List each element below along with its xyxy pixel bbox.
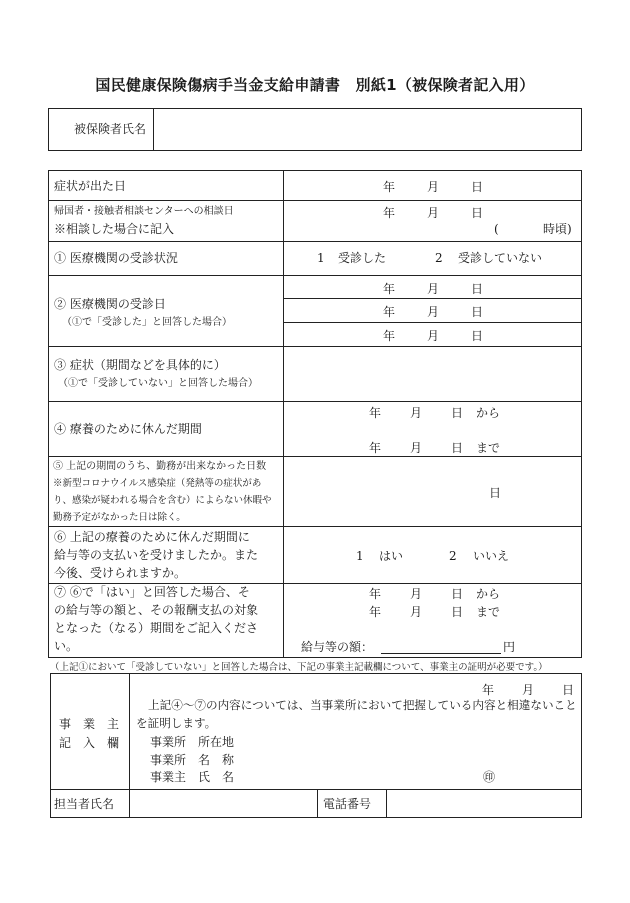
employer-certification-line2: を証明します。 xyxy=(136,716,217,730)
q2-date-field-3[interactable]: 年 月 日 xyxy=(383,329,484,343)
q2-note: （①で「受診した」と回答した場合） xyxy=(62,317,232,328)
seal-mark[interactable]: ㊞ xyxy=(483,770,496,784)
insured-name-label: 被保険者氏名 xyxy=(74,122,147,136)
q7-from-date-field[interactable]: 年 月 日 から xyxy=(369,587,501,601)
q3-symptoms-field[interactable] xyxy=(285,348,580,399)
q7-label-line4: い。 xyxy=(54,639,79,653)
consult-note: ※相談した場合に記入 xyxy=(54,222,175,236)
employer-requirement-note: （上記①において「受診していない」と回答した場合は、下記の事業主記載欄について、事業主の証明が必要です。） xyxy=(50,662,548,673)
q5-note-line2: り、感染が疑われる場合を含む）によらない休暇や xyxy=(53,495,272,506)
q6-label-line1: ⑥ 上記の療養のために休んだ期間に xyxy=(54,530,250,544)
onset-date-field[interactable]: 年 月 日 xyxy=(383,180,484,194)
q7-amount-field[interactable] xyxy=(381,653,501,654)
q3-note: （①で「受診していない」と回答した場合） xyxy=(58,378,258,389)
q5-note-line1: ※新型コロナウイルス感染症（発熱等の症状があ xyxy=(53,478,262,489)
employer-name-label: 事業所 名 称 xyxy=(150,753,235,767)
consult-time-open: ( xyxy=(494,222,499,236)
contact-person-field[interactable] xyxy=(131,791,315,816)
onset-label: 症状が出た日 xyxy=(54,179,127,193)
q6-option-1-num: 1 xyxy=(356,549,364,563)
employer-address-label: 事業所 所在地 xyxy=(150,735,235,749)
q7-label-line1: ⑦ ⑥で「はい」と回答した場合、そ xyxy=(54,585,250,599)
q1-option-not-visited[interactable]: 受診していない xyxy=(458,251,543,265)
q7-label-line2: の給与等の額と、その報酬支払の対象 xyxy=(54,603,259,617)
q1-label: ① 医療機関の受診状況 xyxy=(54,251,178,265)
consult-time-field[interactable]: 時頃) xyxy=(543,222,572,236)
q4-to-date-field[interactable]: 年 月 日 まで xyxy=(369,441,501,455)
q7-to-date-field[interactable]: 年 月 日 まで xyxy=(369,605,501,619)
q1-option-visited[interactable]: 受診した xyxy=(338,251,387,265)
q6-option-no[interactable]: いいえ xyxy=(473,549,510,563)
q6-option-yes[interactable]: はい xyxy=(379,549,404,563)
employer-side-label-2: 記 入 欄 xyxy=(59,736,120,750)
q4-from-date-field[interactable]: 年 月 日 から xyxy=(369,406,501,420)
consult-date-field[interactable]: 年 月 日 xyxy=(383,206,484,220)
q1-option-2-num: 2 xyxy=(435,251,443,265)
q5-days-field[interactable]: 日 xyxy=(489,486,502,500)
q6-option-2-num: 2 xyxy=(449,549,457,563)
q5-label: ⑤ 上記の期間のうち、勤務が出来なかった日数 xyxy=(53,461,267,472)
q3-label: ③ 症状（期間などを具体的に） xyxy=(54,358,226,372)
employer-owner-label: 事業主 氏 名 xyxy=(150,770,235,784)
phone-label: 電話番号 xyxy=(323,797,372,811)
q6-label-line2: 給与等の支払いを受けましたか。また xyxy=(54,548,259,562)
q7-label-line3: となった（なる）期間をご記入くださ xyxy=(54,621,259,635)
q2-label: ② 医療機関の受診日 xyxy=(54,297,166,311)
q4-label: ④ 療養のために休んだ期間 xyxy=(54,422,202,436)
q5-note-line3: 勤務予定がなかった日は除く。 xyxy=(53,512,186,523)
employer-certification-line1: 上記④～⑦の内容については、当事業所において把握している内容と相違ないこと xyxy=(148,698,577,712)
insured-name-field[interactable] xyxy=(155,110,580,149)
q2-date-field-1[interactable]: 年 月 日 xyxy=(383,282,484,296)
q6-label-line3: 今後、受けられますか。 xyxy=(54,566,187,580)
q1-option-1-num: 1 xyxy=(317,251,325,265)
employer-side-label-1: 事 業 主 xyxy=(59,717,120,731)
employer-date-field[interactable]: 年 月 日 xyxy=(482,683,575,697)
q2-date-field-2[interactable]: 年 月 日 xyxy=(383,305,484,319)
contact-person-label: 担当者氏名 xyxy=(54,797,115,811)
q7-amount-label: 給与等の額： xyxy=(301,640,374,654)
phone-field[interactable] xyxy=(388,791,580,816)
form-title: 国民健康保険傷病手当金支給申請書 別紙1（被保険者記入用） xyxy=(95,76,535,94)
q7-yen-unit: 円 xyxy=(503,640,516,654)
consult-label: 帰国者・接触者相談センターへの相談日 xyxy=(54,206,234,217)
